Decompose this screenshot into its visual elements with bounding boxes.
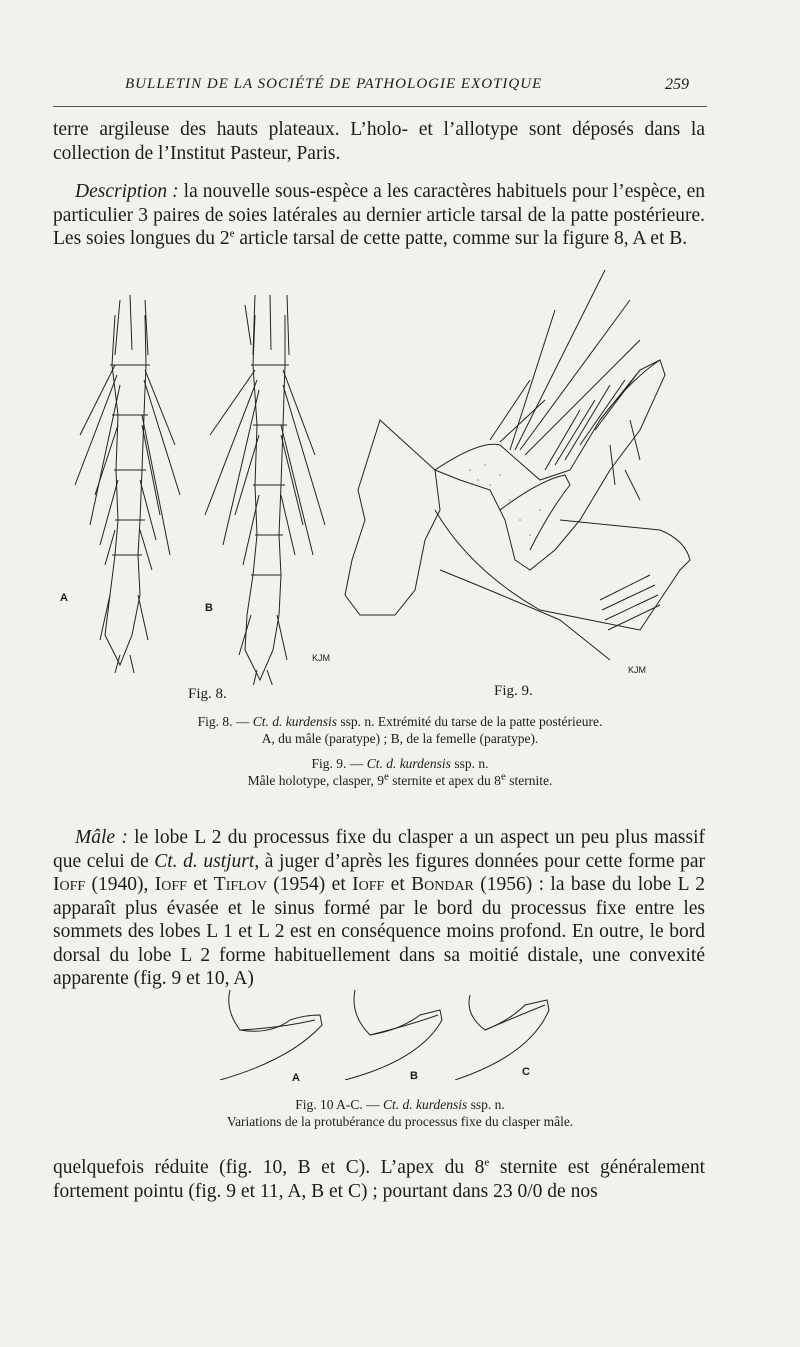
figure-10-caption: [60, 1096, 740, 1130]
author-ioff-2: Ioff: [154, 874, 187, 895]
fig9-caption-line1: [60, 755, 740, 772]
description-sup: e: [229, 227, 235, 240]
figure-8-9: [0, 270, 800, 720]
fig8-caption-species: Ct. d. kurdensis: [252, 714, 337, 729]
fig10-caption-text: ssp. n.: [467, 1097, 505, 1112]
fig9-caption-sup2: e: [500, 770, 506, 783]
fig8-caption-line2: A, du mâle (paratype) ; B, de la femelle (paratype).: [261, 731, 539, 746]
fig10-caption-line2: Variations de la protubérance du processus fixe du clasper mâle.: [226, 1114, 574, 1129]
fig10-caption-line1: [60, 1096, 740, 1113]
author-ioff-1: Ioff: [53, 874, 86, 895]
paragraph-4-text: [53, 1156, 705, 1203]
figure-8-9-caption: [60, 713, 740, 789]
fig9-caption-text: ssp. n.: [450, 756, 489, 771]
fig9-caption-species: Ct. d. kurdensis: [366, 756, 451, 771]
male-text-3: (1940),: [85, 874, 155, 895]
fig9-caption-line2: [60, 772, 740, 789]
description-text-a: la nouvelle sous-espèce a les caractères habituels pour l’espèce, en particulier 3 paires de soies latérales au dernier article tarsal de la patte postérieure. Les soies longues du 2: [53, 181, 705, 249]
page-number: 259: [665, 76, 689, 93]
running-title: BULLETIN DE LA SOCIÉTÉ DE PATHOLOGIE EXOTIQUE: [125, 76, 543, 92]
paragraph-1: [53, 118, 705, 165]
fig8-panel-a-letter: A: [60, 592, 68, 604]
fig8-caption-text: ssp. n. Extrémité du tarse de la patte postérieure.: [336, 714, 603, 729]
fig9-clasper-drawing: [340, 270, 710, 690]
male-text-6: et: [384, 874, 412, 895]
paragraph-4-text-1: quelquefois réduite (fig. 10, B et C). L’apex du 8: [53, 1157, 485, 1178]
description-paragraph: [53, 180, 705, 251]
author-ioff-3: Ioff: [352, 874, 385, 895]
fig9-caption-line2a: Mâle holotype, clasper, 9: [247, 773, 384, 788]
author-tiflov: Tiflov: [213, 874, 267, 895]
fig9-caption-sup1: e: [383, 770, 389, 783]
figure-10: [200, 980, 580, 1090]
male-text-1: le lobe L 2 du processus fixe du clasper a un aspect un peu plus massif que celui de: [53, 827, 705, 872]
paragraph-4: [53, 1156, 705, 1203]
header-rule: [53, 106, 707, 107]
fig8-panel-b-letter: B: [205, 602, 213, 614]
male-text-2: , à juger d’après les figures données pour cette forme par: [254, 850, 705, 872]
description-text-b: article tarsal de cette patte, comme sur la figure 8, A et B.: [234, 228, 688, 249]
fig10-panel-b-letter: B: [410, 1070, 418, 1082]
paragraph-description: [53, 180, 705, 251]
page-header: [0, 72, 800, 102]
fig8-signature: KJM: [312, 653, 330, 663]
fig9-label: Fig. 9.: [494, 683, 533, 699]
male-text-4: et: [186, 874, 214, 895]
fig10-panel-b-drawing: [340, 980, 450, 1080]
fig10-panel-c-drawing: [455, 980, 555, 1080]
description-lead: Description :: [75, 181, 179, 202]
fig10-caption-prefix: Fig. 10 A-C. —: [295, 1097, 383, 1112]
male-species: Ct. d. ustjurt: [154, 850, 255, 872]
fig10-panel-a-drawing: [210, 980, 330, 1080]
paragraph-4-sup: e: [484, 1156, 490, 1169]
paragraph-male: [53, 826, 705, 991]
male-paragraph: [53, 826, 705, 991]
male-lead: Mâle :: [75, 827, 128, 848]
fig10-panel-c-letter: C: [522, 1066, 530, 1078]
fig8-label: Fig. 8.: [188, 686, 227, 702]
fig9-signature: KJM: [628, 665, 646, 675]
male-text-5: (1954) et: [266, 874, 353, 895]
fig9-caption-line2b: sternite et apex du 8: [388, 773, 501, 788]
fig8-panel-b-drawing: [195, 295, 335, 685]
fig8-caption-line1: [60, 713, 740, 730]
fig8-caption-prefix: Fig. 8. —: [197, 714, 253, 729]
fig9-caption-prefix: Fig. 9. —: [311, 756, 367, 771]
fig9-caption-line2c: sternite.: [505, 773, 553, 788]
fig10-caption-species: Ct. d. kurdensis: [383, 1097, 468, 1112]
paragraph-4-text-2: sternite est généralement fortement pointu (fig. 9 et 11, A, B et C) ; pourtant dans 23 0/0 de nos: [53, 1157, 705, 1202]
male-text-7: (1956) : la base du lobe L 2 apparaît plus évasée et le sinus formé par le bord du processus fixe entre les sommets des lobes L 1 et L 2 est en conséquence moins profond. En outre, le bord dorsal du lobe L 2 forme habituellement dans sa moitié distale, une convexité apparente (fig. 9 et 10, A): [53, 874, 705, 989]
fig8-panel-a-drawing: [60, 295, 200, 675]
author-bondar: Bondar: [411, 874, 474, 895]
paragraph-1-text: terre argileuse des hauts plateaux. L’holo- et l’allotype sont déposés dans la collection de l’Institut Pasteur, Paris.: [53, 119, 705, 164]
fig10-panel-a-letter: A: [292, 1072, 300, 1084]
